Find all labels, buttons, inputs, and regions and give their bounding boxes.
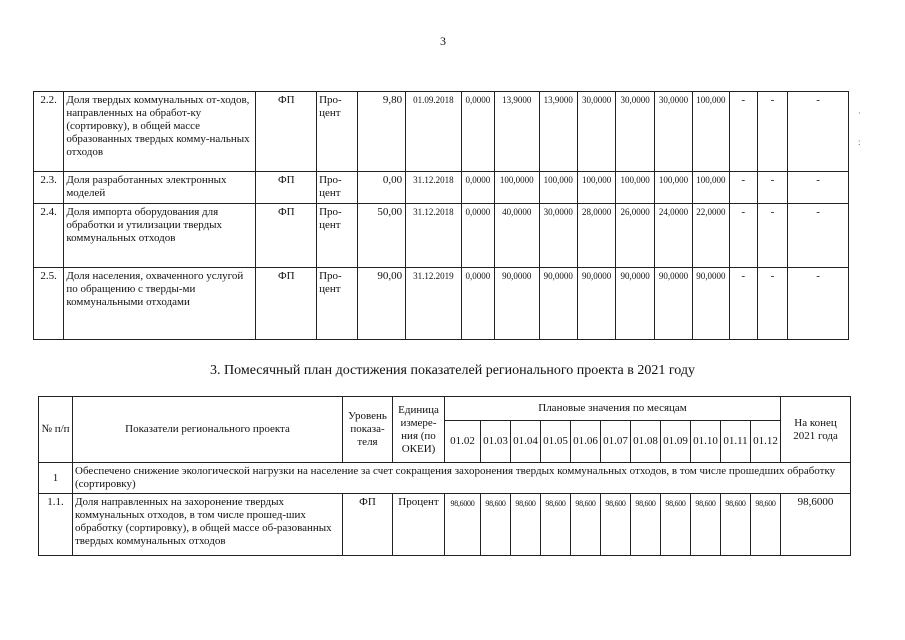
monthly-value: 98,600 bbox=[571, 494, 601, 556]
header-num: № п/п bbox=[39, 397, 73, 463]
indicator-unit: Про-цент bbox=[317, 172, 357, 204]
header-end-of-year: На конец 2021 года bbox=[781, 397, 851, 463]
table-row bbox=[39, 494, 851, 556]
month-header: 01.06 bbox=[571, 421, 601, 463]
header-planned-values: Плановые значения по месяцам bbox=[445, 397, 781, 421]
table-row bbox=[34, 172, 849, 204]
row-num: 2.3. bbox=[34, 172, 64, 204]
section-row-num: 1 bbox=[39, 463, 73, 494]
margin-mark: : bbox=[858, 137, 861, 147]
indicator-name: Доля импорта оборудования для обработки и утилизации твердых коммунальных отходов bbox=[64, 204, 256, 268]
value-cell: 24,0000 bbox=[654, 204, 692, 268]
base-value: 90,00 bbox=[357, 268, 406, 340]
value-cell: 100,000 bbox=[616, 172, 654, 204]
month-header: 01.09 bbox=[661, 421, 691, 463]
section-row-text: Обеспечено снижение экологической нагрузки на население за счет сокращения захоронения твердых коммунальных отходов, в том числе прошедших обработку (сортировку) bbox=[73, 463, 851, 494]
table-row bbox=[34, 268, 849, 340]
value-cell: 100,000 bbox=[693, 172, 729, 204]
month-header: 01.04 bbox=[511, 421, 541, 463]
month-header: 01.11 bbox=[721, 421, 751, 463]
indicator-name: Доля направленных на захоронение твердых коммунальных отходов, в том числе прошед-ших обработку (сортировку), в общей массе об-разованных твердых коммунальных отходов bbox=[73, 494, 343, 556]
row-num: 2.5. bbox=[34, 268, 64, 340]
value-cell: 100,000 bbox=[693, 92, 729, 172]
month-header: 01.07 bbox=[601, 421, 631, 463]
value-cell: 90,0000 bbox=[654, 268, 692, 340]
row-num: 2.4. bbox=[34, 204, 64, 268]
indicator-level: ФП bbox=[256, 172, 317, 204]
value-cell: 30,0000 bbox=[539, 204, 577, 268]
row-num: 1.1. bbox=[39, 494, 73, 556]
empty-value-dash: - bbox=[729, 268, 757, 340]
value-cell: 0,0000 bbox=[461, 172, 494, 204]
monthly-value: 98,600 bbox=[631, 494, 661, 556]
value-cell: 13,9000 bbox=[495, 92, 539, 172]
page-number: 3 bbox=[440, 34, 446, 48]
value-cell: 13,9000 bbox=[539, 92, 577, 172]
empty-value-dash: - bbox=[729, 92, 757, 172]
base-date: 31.12.2019 bbox=[406, 268, 462, 340]
monthly-plan-table bbox=[38, 396, 851, 556]
empty-value-dash: - bbox=[788, 204, 849, 268]
indicator-name: Доля населения, охваченного услугой по обращению с тверды-ми коммунальными отходами bbox=[64, 268, 256, 340]
value-cell: 22,0000 bbox=[693, 204, 729, 268]
base-date: 01.09.2018 bbox=[406, 92, 462, 172]
row-num: 2.2. bbox=[34, 92, 64, 172]
empty-value-dash: - bbox=[757, 172, 787, 204]
value-cell: 90,0000 bbox=[577, 268, 615, 340]
monthly-value: 98,600 bbox=[751, 494, 781, 556]
indicator-unit: Про-цент bbox=[317, 204, 357, 268]
empty-value-dash: - bbox=[729, 172, 757, 204]
indicator-name: Доля твердых коммунальных от-ходов, направленных на обработ-ку (сортировку), в общей массе образованных твердых комму-нальных отходов bbox=[64, 92, 256, 172]
value-cell: 100,000 bbox=[654, 172, 692, 204]
base-value: 50,00 bbox=[357, 204, 406, 268]
value-cell: 90,0000 bbox=[693, 268, 729, 340]
month-header: 01.02 bbox=[445, 421, 481, 463]
value-cell: 100,000 bbox=[539, 172, 577, 204]
value-cell: 40,0000 bbox=[495, 204, 539, 268]
value-cell: 26,0000 bbox=[616, 204, 654, 268]
value-cell: 90,0000 bbox=[539, 268, 577, 340]
value-cell: 90,0000 bbox=[495, 268, 539, 340]
month-header: 01.10 bbox=[691, 421, 721, 463]
base-date: 31.12.2018 bbox=[406, 172, 462, 204]
empty-value-dash: - bbox=[788, 92, 849, 172]
month-header: 01.05 bbox=[541, 421, 571, 463]
base-value: 0,00 bbox=[357, 172, 406, 204]
monthly-value: 98,600 bbox=[511, 494, 541, 556]
indicator-unit: Про-цент bbox=[317, 92, 357, 172]
empty-value-dash: - bbox=[757, 204, 787, 268]
value-cell: 28,0000 bbox=[577, 204, 615, 268]
value-cell: 0,0000 bbox=[461, 92, 494, 172]
indicator-unit: Процент bbox=[393, 494, 445, 556]
section-title: 3. Помесячный план достижения показателей регионального проекта в 2021 году bbox=[210, 363, 695, 378]
empty-value-dash: - bbox=[757, 268, 787, 340]
indicators-table-continued bbox=[33, 91, 849, 340]
end-of-year-value: 98,6000 bbox=[781, 494, 851, 556]
empty-value-dash: - bbox=[788, 172, 849, 204]
indicator-unit: Про-цент bbox=[317, 268, 357, 340]
month-header: 01.12 bbox=[751, 421, 781, 463]
monthly-value: 98,600 bbox=[691, 494, 721, 556]
monthly-value: 98,6000 bbox=[445, 494, 481, 556]
margin-mark: · bbox=[858, 108, 861, 118]
base-value: 9,80 bbox=[357, 92, 406, 172]
month-header: 01.08 bbox=[631, 421, 661, 463]
table-row bbox=[34, 204, 849, 268]
monthly-value: 98,600 bbox=[481, 494, 511, 556]
monthly-value: 98,600 bbox=[661, 494, 691, 556]
value-cell: 0,0000 bbox=[461, 204, 494, 268]
indicator-level: ФП bbox=[256, 92, 317, 172]
indicator-level: ФП bbox=[256, 268, 317, 340]
value-cell: 30,0000 bbox=[577, 92, 615, 172]
value-cell: 100,000 bbox=[577, 172, 615, 204]
value-cell: 0,0000 bbox=[461, 268, 494, 340]
table-row bbox=[34, 92, 849, 172]
month-header: 01.03 bbox=[481, 421, 511, 463]
header-unit: Единица измере-ния (по ОКЕИ) bbox=[393, 397, 445, 463]
empty-value-dash: - bbox=[729, 204, 757, 268]
indicator-level: ФП bbox=[343, 494, 393, 556]
monthly-value: 98,600 bbox=[721, 494, 751, 556]
header-level: Уровень показа-теля bbox=[343, 397, 393, 463]
empty-value-dash: - bbox=[788, 268, 849, 340]
indicator-level: ФП bbox=[256, 204, 317, 268]
value-cell: 30,0000 bbox=[616, 92, 654, 172]
value-cell: 30,0000 bbox=[654, 92, 692, 172]
empty-value-dash: - bbox=[757, 92, 787, 172]
monthly-value: 98,600 bbox=[601, 494, 631, 556]
header-indicators: Показатели регионального проекта bbox=[73, 397, 343, 463]
indicator-name: Доля разработанных электронных моделей bbox=[64, 172, 256, 204]
monthly-value: 98,600 bbox=[541, 494, 571, 556]
value-cell: 90,0000 bbox=[616, 268, 654, 340]
base-date: 31.12.2018 bbox=[406, 204, 462, 268]
value-cell: 100,0000 bbox=[495, 172, 539, 204]
